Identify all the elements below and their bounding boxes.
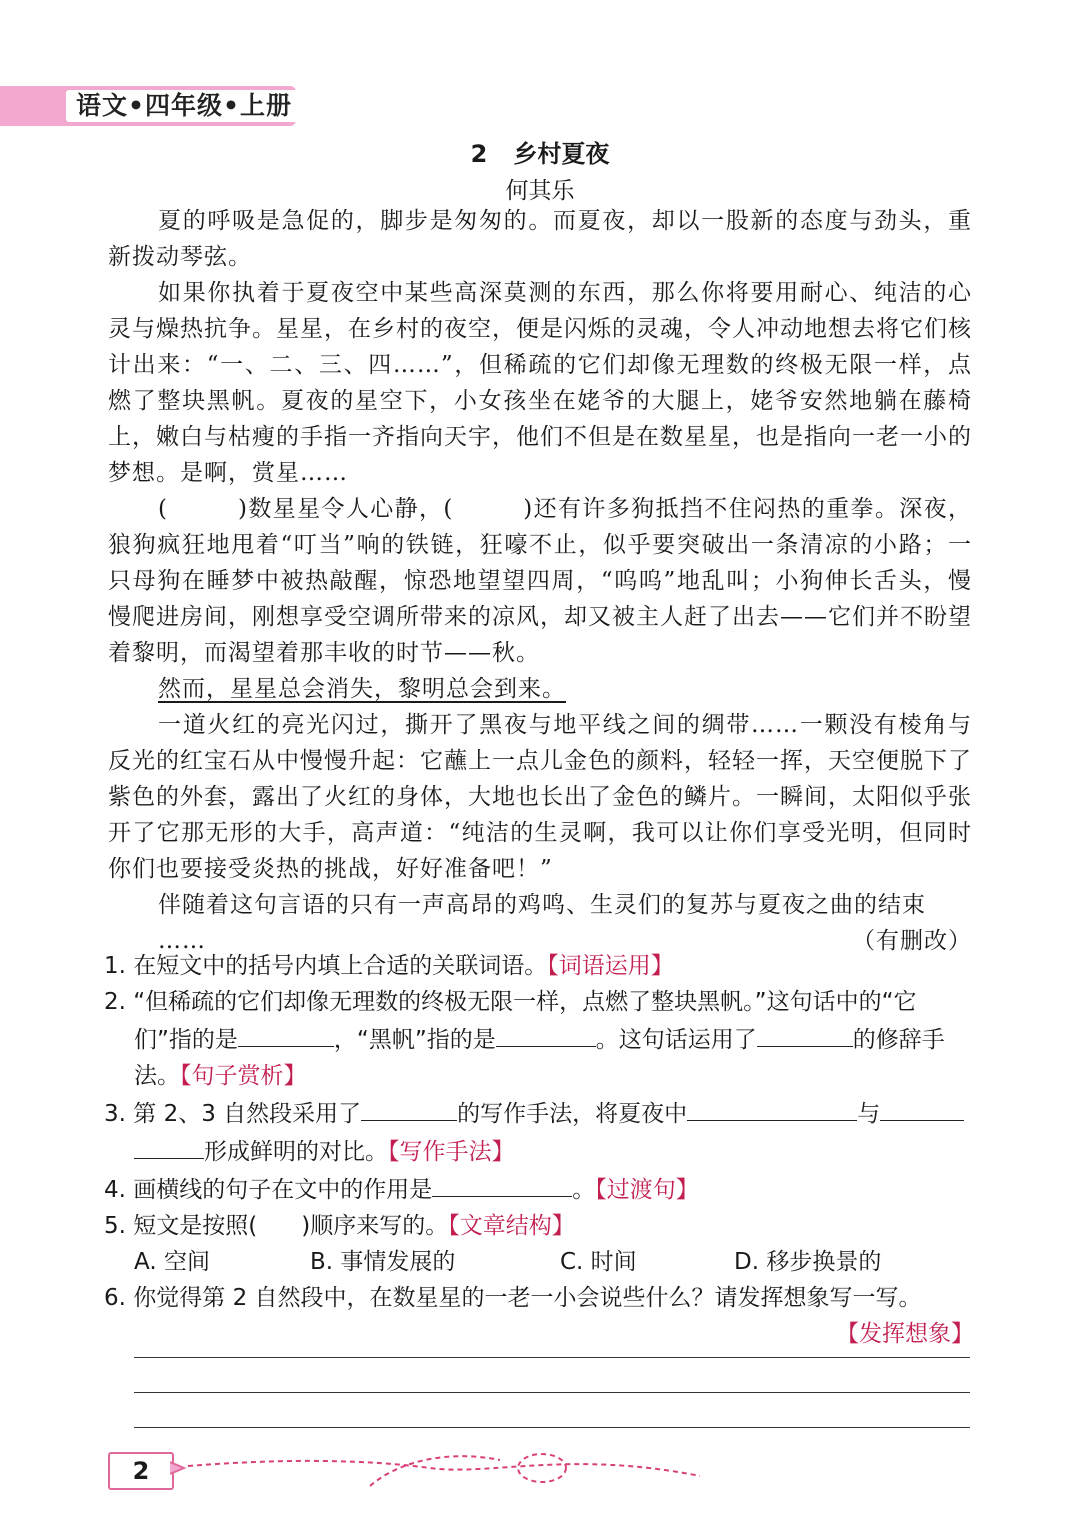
article-author: 何其乐 <box>505 178 575 204</box>
article-number: 2 <box>470 140 488 168</box>
question-1 <box>104 948 974 984</box>
article-title-text: 乡村夏夜 <box>513 140 610 168</box>
answer-blank-3d[interactable] <box>134 1132 204 1159</box>
answer-blank-2b[interactable] <box>496 1020 596 1047</box>
question-3-part-c: 与 <box>857 1101 881 1127</box>
question-5-part-a: 5. 短文是按照( <box>104 1213 258 1239</box>
question-3-tag: 【写作手法】 <box>388 1139 515 1165</box>
question-2 <box>104 984 974 1094</box>
question-1-text: 1. 在短文中的括号内填上合适的关联词语。 <box>104 953 548 979</box>
paren-close-2: ) <box>523 496 534 522</box>
answer-blank-3a[interactable] <box>361 1094 457 1121</box>
paragraph-4 <box>108 671 972 707</box>
question-5-tag: 【文章结构】 <box>448 1213 575 1239</box>
questions-section <box>104 948 974 1352</box>
paragraph-3-part-b: 还有许多狗抵挡不住闷热的重拳。深夜，狼狗疯狂地甩着“叮当”响的铁链，狂嚎不止，似乎要突破出一条清凉的小路；一只母狗在睡梦中被热敲醒，惊恐地望望四周，“呜呜”地乱叫；小狗伸长舌头，慢慢爬进房间，刚想享受空调所带来的凉风，却又被主人赶了出去——它们并不盼望着黎明，而渴望着那丰收的时节——秋。 <box>108 496 972 666</box>
question-2-tag: 【句子赏析】 <box>180 1063 307 1089</box>
paren-close-1: ) <box>237 496 248 522</box>
paragraph-2: 如果你执着于夏夜空中某些高深莫测的东西，那么你将要用耐心、纯洁的心灵与燥热抗争。星星，在乡村的夜空，便是闪烁的灵魂，令人冲动地想去将它们核计出来：“一、二、三、四……”，但稀疏的它们却像无理数的终极无限一样，点燃了整块黑帆。夏夜的星空下，小女孩坐在姥爷的大腿上，姥爷安然地躺在藤椅上，嫩白与枯瘦的手指一齐指向天宇，他们不但是在数星星，也是指向一老一小的梦想。是啊，赏星…… <box>108 280 972 486</box>
question-2-continuation <box>104 1020 974 1058</box>
paragraph-6: 伴随着这句言语的只有一声高昂的鸡鸣、生灵们的复苏与夏夜之曲的结束 <box>158 892 926 918</box>
answer-blank-2c[interactable] <box>757 1020 853 1047</box>
question-4-part-b: 。 <box>572 1177 596 1203</box>
option-d[interactable]: D. 移步换景的 <box>734 1249 882 1275</box>
question-3-continuation <box>104 1132 974 1170</box>
answer-line-2[interactable] <box>134 1392 970 1393</box>
question-2-part-a: 们”指的是 <box>134 1027 238 1053</box>
paragraph-1: 夏的呼吸是急促的，脚步是匆匆的。而夏夜，却以一股新的态度与劲头，重新拨动琴弦。 <box>108 208 972 270</box>
question-1-tag: 【词语运用】 <box>547 953 674 979</box>
paragraph-6-ellipsis: …… <box>158 928 206 954</box>
question-6-tag: 【发挥想象】 <box>836 1321 974 1347</box>
book-label: 语文•四年级•上册 <box>66 90 302 122</box>
question-3-part-a: 3. 第 2、3 自然段采用了 <box>104 1101 362 1127</box>
question-2-part-d: 的修辞手 <box>852 1027 945 1053</box>
article-body <box>108 203 972 959</box>
article-title <box>0 134 1080 169</box>
paragraph-3-part-a: 数星星令人心静，( <box>247 496 454 522</box>
option-b[interactable]: B. 事情发展的 <box>310 1249 456 1275</box>
question-2-line-1: 2. “但稀疏的它们却像无理数的终极无限一样，点燃了整块黑帆。”这句话中的“它 <box>104 989 917 1015</box>
question-3-part-b: 的写作手法，将夏夜中 <box>457 1101 688 1127</box>
question-2-continuation-2 <box>104 1058 974 1094</box>
paren-open-1: ( <box>158 496 168 522</box>
question-6: 6. 你觉得第 2 自然段中，在数星星的一老一小会说些什么？请发挥想象写一写。 <box>104 1285 922 1311</box>
question-2-part-b: ，“黑帆”指的是 <box>333 1027 496 1053</box>
paragraph-5: 一道火红的亮光闪过，撕开了黑夜与地平线之间的绸带……一颗没有棱角与反光的红宝石从中慢慢升起：它蘸上一点儿金色的颜料，轻轻一挥，天空便脱下了紫色的外套，露出了火红的身体，大地也长出了金色的鳞片。一瞬间，太阳似乎张开了它那无形的大手，高声道：“纯洁的生灵啊，我可以让你们享受光明，但同时你们也要接受炎热的挑战，好好准备吧！” <box>108 712 972 882</box>
question-3-part-d: 形成鲜明的对比。 <box>204 1139 388 1165</box>
question-5-part-b: )顺序来写的。 <box>301 1213 449 1239</box>
answer-blank-4[interactable] <box>432 1170 572 1197</box>
answer-blank-3c[interactable] <box>880 1094 964 1121</box>
decorative-dashed-line <box>170 1440 730 1500</box>
page-number: 2 <box>108 1452 174 1490</box>
question-5-options <box>104 1244 974 1280</box>
question-6-tag-line <box>104 1316 974 1352</box>
underlined-sentence: 然而，星星总会消失，黎明总会到来。 <box>158 676 566 702</box>
question-4 <box>104 1170 974 1208</box>
question-2-part-c: 。这句话运用了 <box>595 1027 757 1053</box>
question-4-part-a: 4. 画横线的句子在文中的作用是 <box>104 1177 433 1203</box>
question-4-tag: 【过渡句】 <box>595 1177 699 1203</box>
paragraph-3 <box>108 491 972 671</box>
question-2-part-e: 法。 <box>134 1063 180 1089</box>
question-5 <box>104 1208 974 1244</box>
answer-blank-2a[interactable] <box>238 1020 334 1047</box>
answer-line-3[interactable] <box>134 1427 970 1428</box>
answer-line-1[interactable] <box>134 1357 970 1358</box>
option-c[interactable]: C. 时间 <box>560 1249 637 1275</box>
option-a[interactable]: A. 空间 <box>134 1249 210 1275</box>
source-note: （有删改） <box>852 928 972 954</box>
question-3 <box>104 1094 974 1170</box>
answer-blank-3b[interactable] <box>687 1094 857 1121</box>
